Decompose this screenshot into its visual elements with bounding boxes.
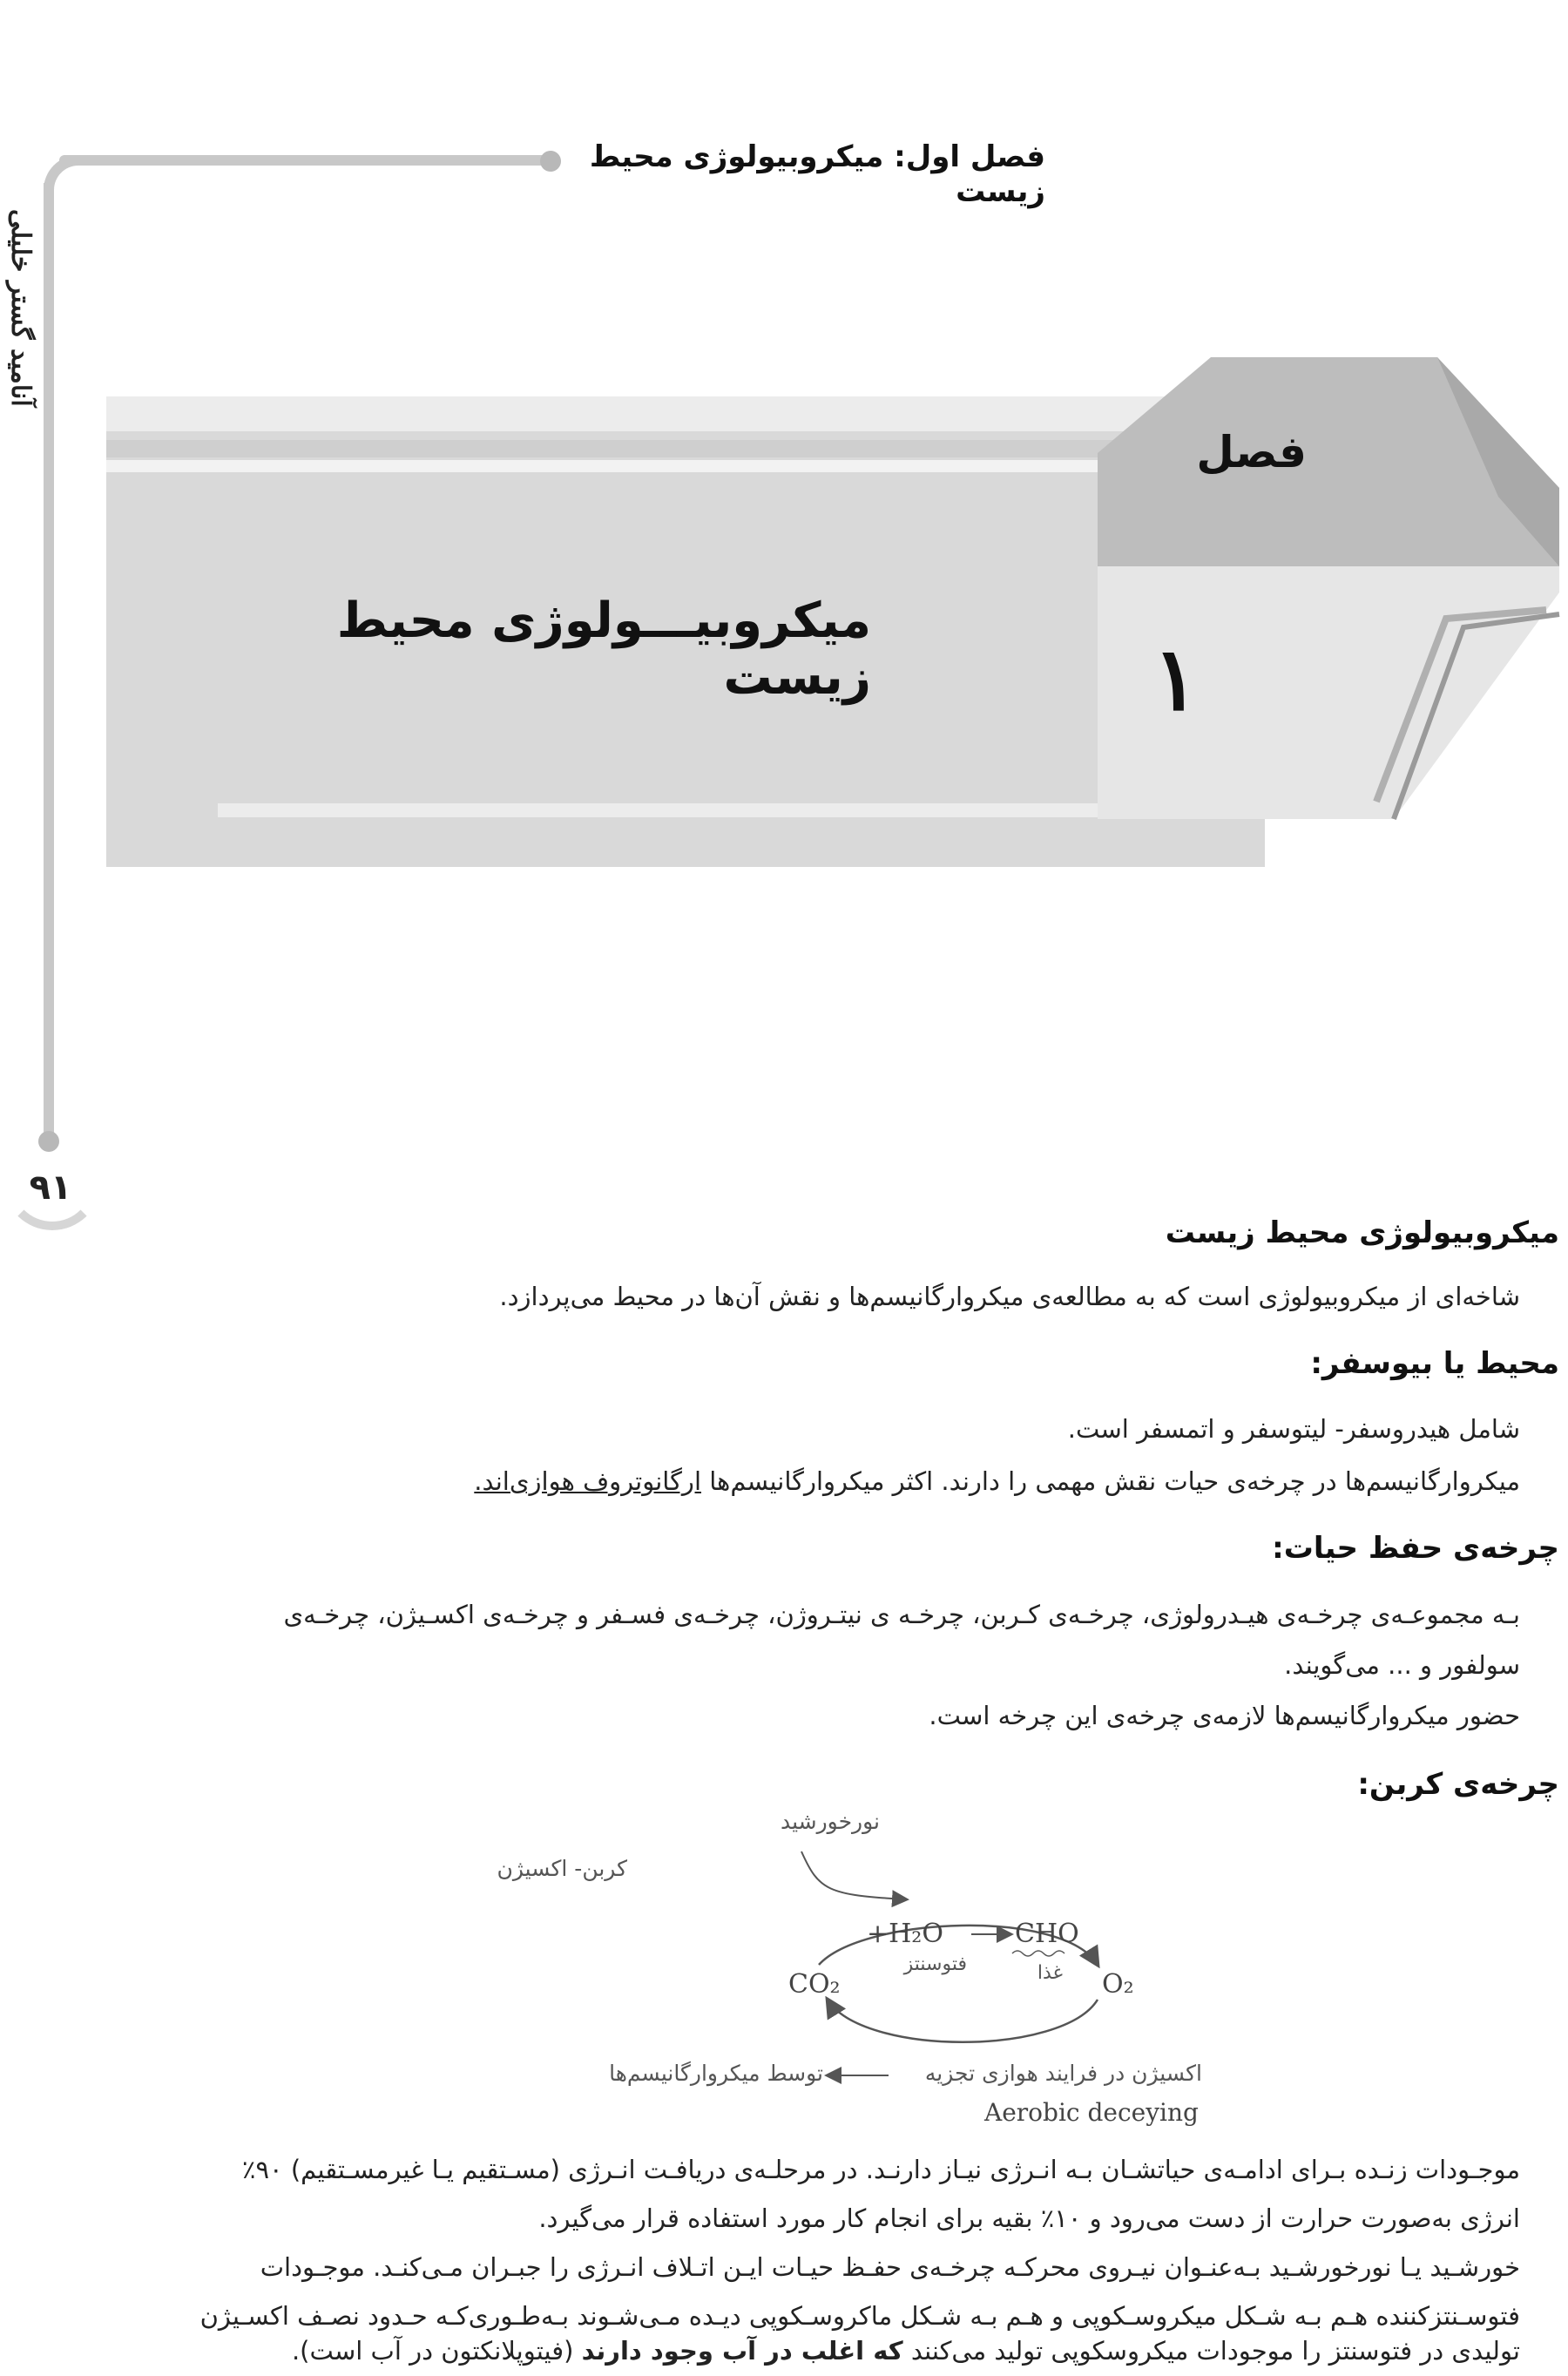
paragraph-line — [106, 2326, 1520, 2375]
paragraph: انرژی به‌صورت حرارت از دست می‌رود و ۱۰٪ بقیه برای انجام کار مورد استفاده قرار می‌گیرد. — [538, 2203, 1520, 2233]
paragraph-line — [174, 1457, 1520, 1506]
h2o-label: +H₂O — [867, 1919, 943, 1949]
paragraph-text: تولیدی در فتوسنتز را موجودات میکروسکوپی تولید می‌کنند — [910, 2336, 1520, 2366]
section-heading: میکروبیولوژی محیط زیست — [1165, 1215, 1559, 1250]
bold-phrase: که اغلب در آب وجود دارند — [581, 2336, 903, 2366]
microorganisms-label: توسط میکروارگانیسم‌ها — [609, 2061, 823, 2086]
o2-label: O₂ — [1102, 1969, 1134, 2000]
paragraph: فتوسـنتزکننده هـم بـه شـکل میکروسـکوپی و هـم بـه شـکل ماکروسـکوپی دیـده مـی‌شـوند بـه‌طـوری‌کـه حـدود نصـف اکسـیژن — [199, 2301, 1520, 2331]
carbon-cycle-diagram — [453, 1804, 1237, 2152]
photosynthesis-label: فتوسنتز — [903, 1953, 967, 1975]
lower-cycle-arrow — [828, 2000, 1098, 2042]
banner-title: میکروبیـــولوژی محیط زیست — [336, 592, 871, 706]
paragraph: شاخه‌ای از میکروبیولوژی است که به مطالعه‌ی میکروارگانیسم‌ها و نقش آن‌ها در محیط می‌پردازد. — [499, 1282, 1520, 1311]
paragraph: خورشـید یـا نورخورشـید بـه‌عنـوان نیـروی محرکـه چرخـه‌ی حفـظ حیـات ایـن اتـلاف انـرژی را جبـران مـی‌کنـد. موجـودات — [260, 2252, 1520, 2282]
section-heading: محیط یا بیوسفر: — [1310, 1346, 1559, 1381]
section-heading: چرخه‌ی کربن: — [1357, 1767, 1559, 1802]
cho-label: CHO — [1015, 1919, 1079, 1949]
aerobic-label: Aerobic deceying — [984, 2098, 1199, 2127]
sunlight-label: نورخورشید — [780, 1809, 880, 1834]
paragraph-text: (فیتوپلانکتون در آب است). — [291, 2336, 574, 2366]
section-heading: چرخه‌ی حفظ حیات: — [1272, 1531, 1559, 1566]
paragraph-text: میکروارگانیسم‌ها در چرخه‌ی حیات نقش مهمی را دارند. اکثر میکروارگانیسم‌ها — [709, 1466, 1520, 1496]
frame-left-line — [44, 183, 54, 1141]
sunlight-arrow — [801, 1851, 906, 1899]
paragraph: شامل هیدروسفر- لیتوسفر و اتمسفر است. — [1067, 1414, 1520, 1444]
frame-top-line — [59, 155, 547, 166]
oxygen-process-label: اکسیژن در فرایند هوازی تجزیه — [924, 2061, 1202, 2086]
food-label: غذا — [1037, 1962, 1063, 1984]
paragraph: سولفور و ... می‌گویند. — [1284, 1650, 1520, 1680]
paragraph: بـه مجموعـه‌ی چرخـه‌ی هیـدرولوژی، چرخـه‌ی کـربن، چرخـه ی نیتـروژن، چرخـه‌ی فسـفر و چرخـه‌ی اکسـیژن، چرخـه‌ی — [283, 1600, 1520, 1629]
paragraph: موجـودات زنـده بـرای ادامـه‌ی حیاتشـان بـه انـرژی نیـاز دارنـد. در مرحلـه‌ی دریافـت انـرژی (مسـتقیم یـا غیرمسـتقیم) ۹۰٪ — [241, 2155, 1520, 2184]
page-number: ۹۱ — [29, 1168, 72, 1208]
cho-wave — [1012, 1951, 1064, 1956]
side-title: آنامید گستر خلیلی — [5, 209, 36, 407]
chapter-number: ۱ — [1152, 627, 1200, 730]
banner-chapter-tab — [1045, 349, 1568, 836]
chapter-header: فصل اول: میکروبیولوژی محیط زیست — [589, 139, 1045, 209]
co2-label: CO₂ — [788, 1969, 841, 2000]
underlined-term: ارگانوتروف هوازی‌اند. — [474, 1466, 701, 1496]
chapter-label: فصل — [1196, 427, 1307, 477]
carbon-oxygen-label: کربن- اکسیژن — [497, 1856, 627, 1881]
paragraph: حضور میکروارگانیسم‌ها لازمه‌ی چرخه‌ی این چرخه است. — [929, 1701, 1520, 1730]
